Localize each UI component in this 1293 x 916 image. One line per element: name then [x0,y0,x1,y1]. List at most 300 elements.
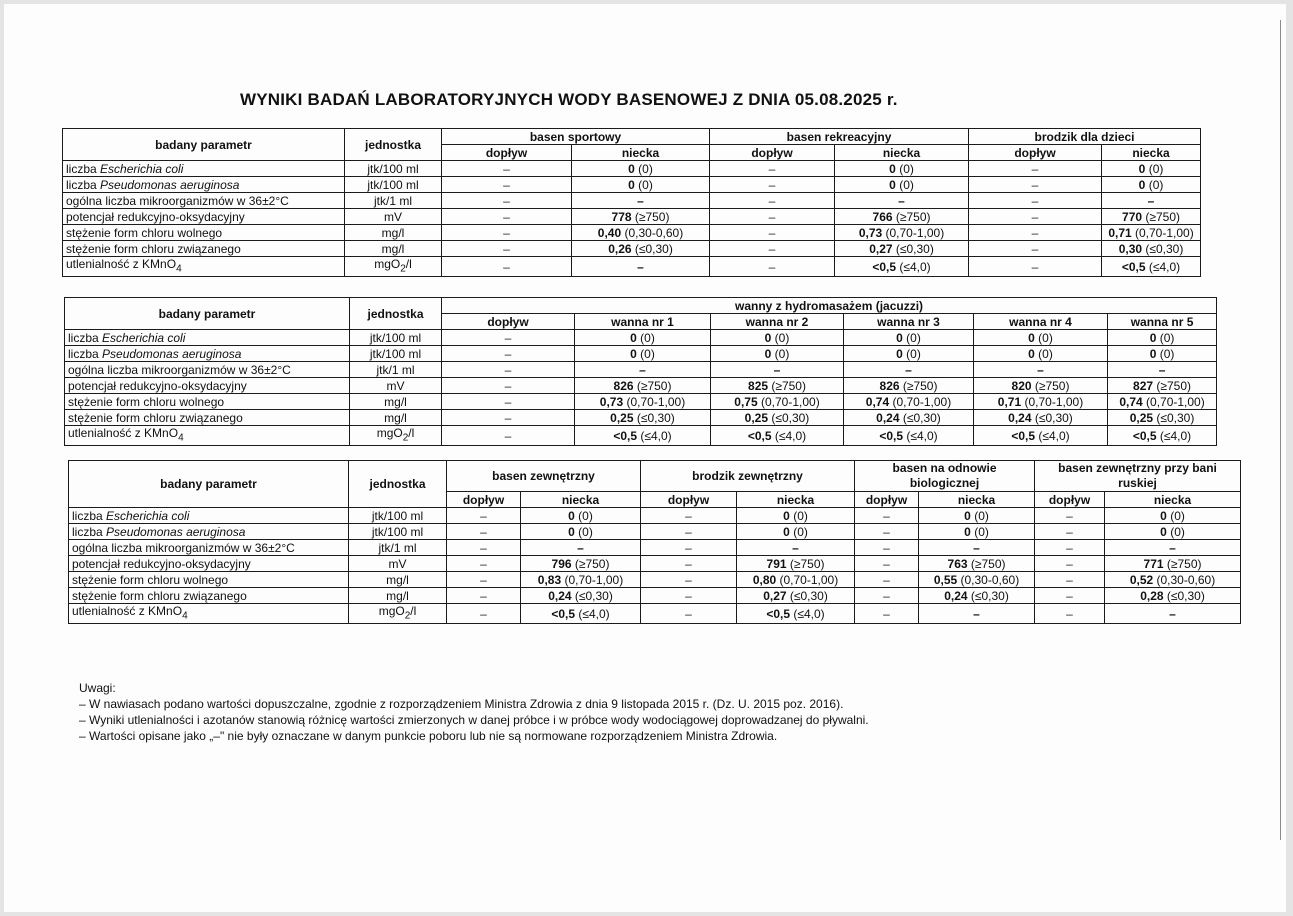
limit-value: (0) [895,161,914,176]
parameter-name [65,362,350,378]
value-cell [711,426,844,446]
value-cell [572,257,710,277]
species-name: Pseudomonas aeruginosa [100,177,240,192]
limit-value: (≥750) [1153,378,1192,393]
measured-value: <0,5 [1011,428,1036,443]
measured-value: – [905,362,912,377]
limit-value: (0) [1034,330,1053,345]
inflow-cell: – [447,572,521,588]
value-cell [1102,209,1201,225]
limit-value: (≥750) [631,209,670,224]
limit-value: (≤0,30) [1163,588,1205,603]
value-cell [521,508,641,524]
measured-value: 0,71 [997,394,1022,409]
value-cell [521,524,641,540]
results-table-outdoor [68,460,1241,624]
value-cell [572,241,710,257]
parameter-text: stężenie form chloru wolnego [68,394,225,409]
subscript: 4 [182,610,188,622]
value-cell [835,209,969,225]
parameter-text: utlenialność z KMnO [66,257,177,271]
results-table-pools [62,128,1201,277]
header-basin: niecka [1102,145,1201,161]
header-inflow: dopływ [1035,492,1105,508]
parameter-name [65,394,350,410]
measured-value: 0,24 [944,588,968,603]
parameter-name [63,161,345,177]
unit-cell [345,193,442,209]
unit-cell [350,346,442,362]
header-inflow: dopływ [969,145,1102,161]
header-basin: niecka [835,145,969,161]
measured-value: 0 [568,508,575,523]
limit-value: (0) [970,524,989,539]
limit-value: (≥750) [899,378,938,393]
limit-value: (≥750) [786,556,825,571]
header-inflow: dopływ [447,492,521,508]
inflow-cell: – [1035,604,1105,624]
header-group: basen rekreacyjny [710,129,969,145]
unit-cell [349,508,447,524]
parameter-text: stężenie form chloru wolnego [72,572,229,587]
value-cell [575,346,711,362]
value-cell [575,330,711,346]
measured-value: 0,83 [537,572,562,587]
inflow-cell: – [710,193,835,209]
value-cell [737,572,855,588]
header-tub: wanna nr 3 [844,314,974,330]
limit-value: (≥750) [892,209,931,224]
limit-value: (0,70-1,00) [776,572,839,587]
measured-value: <0,5 [879,428,904,443]
measured-value: 0,25 [1129,410,1154,425]
header-row [65,298,1217,314]
table-row [69,524,1241,540]
value-cell [711,346,844,362]
unit-cell [349,556,447,572]
limit-value: (0,70-1,00) [757,394,820,409]
unit-text: mgO [374,257,401,271]
unit-cell [345,177,442,193]
limit-value: (0) [1145,161,1164,176]
value-cell [1108,394,1217,410]
inflow-cell: – [447,556,521,572]
value-cell [1102,193,1201,209]
limit-value: (≤4,0) [771,428,807,443]
value-cell [737,604,855,624]
unit-text: jtk/100 ml [371,508,424,523]
limit-value: (0,70-1,00) [623,394,686,409]
measured-value: 771 [1143,556,1164,571]
inflow-cell: – [442,394,575,410]
parameter-name [65,410,350,426]
unit-text: jtk/100 ml [367,177,419,192]
parameter-name [63,209,345,225]
table-row [69,572,1241,588]
value-cell [572,209,710,225]
document-title: WYNIKI BADAŃ LABORATORYJNYCH WODY BASENOWEJ Z DNIA 05.08.2025 r. [240,90,898,109]
unit-text: mgO [376,426,403,440]
value-cell [974,394,1108,410]
value-cell [974,378,1108,394]
header-unit: jednostka [350,298,442,330]
value-cell [835,257,969,277]
limit-value: (≤4,0) [1156,428,1192,443]
measured-value: – [973,606,980,621]
measured-value: 0,80 [752,572,777,587]
measured-value: <0,5 [1132,428,1157,443]
measured-value: 791 [766,556,787,571]
measured-value: – [637,193,644,208]
unit-text: mV [384,209,402,224]
measured-value: 0 [896,346,903,361]
value-cell [711,378,844,394]
inflow-cell: – [442,346,575,362]
inflow-cell: – [855,588,919,604]
unit-cell [350,330,442,346]
unit-text: mV [386,378,405,393]
header-unit: jednostka [345,129,442,161]
header-group: basen zewnętrzny [447,461,641,492]
unit-cell [349,588,447,604]
limit-value: (0) [789,508,808,523]
value-cell [1108,362,1217,378]
limit-value: (≤0,30) [786,588,828,603]
inflow-cell: – [855,572,919,588]
measured-value: 0,25 [744,410,769,425]
species-name: Escherichia coli [102,330,186,345]
limit-value: (0) [574,524,593,539]
value-cell [1105,508,1241,524]
parameter-text: liczba [72,524,107,539]
limit-value: (≤0,30) [633,410,675,425]
species-name: Pseudomonas aeruginosa [106,524,246,539]
measured-value: – [792,540,799,555]
inflow-cell: – [855,604,919,624]
value-cell [575,362,711,378]
subscript: 4 [176,263,182,275]
value-cell [974,426,1108,446]
measured-value: 0 [630,330,637,345]
document-page [4,4,1286,912]
header-inflow: dopływ [855,492,919,508]
limit-value: (0) [634,177,653,192]
header-inflow: dopływ [442,314,575,330]
measured-value: 0 [889,161,896,176]
limit-value: (0,30-0,60) [957,572,1020,587]
limit-value: (0,70-1,00) [1131,225,1194,240]
measured-value: 0,27 [763,588,787,603]
header-inflow: dopływ [710,145,835,161]
value-cell [711,394,844,410]
inflow-cell: – [641,524,737,540]
limit-value: (≤0,30) [571,588,613,603]
inflow-cell: – [442,177,572,193]
inflow-cell: – [1035,508,1105,524]
value-cell [1102,177,1201,193]
limit-value: (0) [902,346,921,361]
measured-value: – [1158,362,1166,377]
header-group: wanny z hydromasażem (jacuzzi) [442,298,1217,314]
unit-text: /l [410,604,417,618]
value-cell [521,604,641,624]
unit-cell [350,394,442,410]
table-row [63,257,1201,277]
parameter-text: ogólna liczba mikroorganizmów w 36±2°C [72,540,295,555]
inflow-cell: – [855,508,919,524]
value-cell [974,362,1108,378]
parameter-text: liczba [68,346,103,361]
limit-value: (0,70-1,00) [1021,394,1084,409]
value-cell [572,193,710,209]
unit-cell [350,362,442,378]
value-cell [844,410,974,426]
limit-value: (0,70-1,00) [1142,394,1205,409]
unit-text: jtk/100 ml [369,346,422,361]
limit-value: (≥750) [571,556,610,571]
value-cell [1108,378,1217,394]
limit-value: (0) [1156,346,1175,361]
header-unit: jednostka [349,461,447,508]
value-cell [844,362,974,378]
inflow-cell: – [447,540,521,556]
value-cell [737,524,855,540]
limit-value: (≤4,0) [575,606,610,621]
header-row [63,129,1201,145]
parameter-text: liczba [66,177,101,192]
value-cell [919,540,1035,556]
inflow-cell: – [442,241,572,257]
limit-value: (0) [1166,508,1185,523]
limit-value: (0) [895,177,914,192]
unit-text: mg/l [381,225,405,240]
measured-value: – [637,259,644,274]
measured-value: 0,74 [865,394,890,409]
limit-value: (0,70-1,00) [889,394,952,409]
measured-value: <0,5 [766,606,791,621]
table-row [63,241,1201,257]
inflow-cell: – [969,209,1102,225]
measured-value: 0 [896,330,903,345]
inflow-cell: – [442,161,572,177]
header-inflow: dopływ [442,145,572,161]
measured-value: 0 [628,161,635,176]
parameter-text: liczba [72,508,107,523]
table-row [63,161,1201,177]
measured-value: – [898,193,905,208]
note-line: – Wartości opisane jako „–" nie były oznaczane w danym punkcie poboru lub nie są normowane rozporządzeniem Ministra Zdrowia. [79,729,778,743]
measured-value: 0,73 [599,394,624,409]
inflow-cell: – [855,524,919,540]
limit-value: (≤0,30) [631,241,673,256]
parameter-text: stężenie form chloru związanego [72,588,247,603]
measured-value: 0,74 [1119,394,1143,409]
measured-value: 0 [1028,346,1035,361]
limit-value: (0,70-1,00) [882,225,945,240]
unit-text: mg/l [386,572,409,587]
inflow-cell: – [969,257,1102,277]
inflow-cell: – [442,426,575,446]
measured-value: 0,40 [597,225,622,240]
value-cell [1105,588,1241,604]
inflow-cell: – [641,556,737,572]
limit-value: (≤0,30) [768,410,810,425]
measured-value: 0 [1160,508,1167,523]
limit-value: (0) [1034,346,1053,361]
measured-value: <0,5 [551,606,576,621]
header-tub: wanna nr 5 [1108,314,1217,330]
value-cell [844,426,974,446]
inflow-cell: – [969,161,1102,177]
value-cell [575,426,711,446]
inflow-cell: – [1035,588,1105,604]
measured-value: 0 [764,330,772,345]
notes-heading: Uwagi: [79,681,116,695]
value-cell [572,161,710,177]
table-row [69,588,1241,604]
notes-section [79,680,869,744]
unit-cell [349,572,447,588]
measured-value: 0 [764,346,772,361]
measured-value: 0 [964,508,971,523]
parameter-name [63,225,345,241]
parameter-text: potencjał redukcyjno-oksydacyjny [66,209,245,224]
parameter-name [69,540,349,556]
limit-value: (0) [574,508,593,523]
measured-value: 0 [630,346,637,361]
table-row [65,362,1217,378]
parameter-name [63,241,345,257]
parameter-name [69,588,349,604]
parameter-name [63,193,345,209]
table-row [65,410,1217,426]
measured-value: – [773,362,781,377]
limit-value: (0) [636,330,655,345]
inflow-cell: – [1035,572,1105,588]
species-name: Escherichia coli [100,161,184,176]
parameter-text: ogólna liczba mikroorganizmów w 36±2°C [66,193,289,208]
value-cell [737,508,855,524]
measured-value: – [639,362,646,377]
parameter-name [69,572,349,588]
measured-value: 778 [611,209,632,224]
measured-value: 0,30 [1118,241,1143,256]
unit-text: /l [408,426,415,440]
measured-value: 0 [568,524,575,539]
measured-value: 0 [1028,330,1035,345]
unit-text: jtk/1 ml [373,193,412,208]
value-cell [1105,604,1241,624]
value-cell [919,524,1035,540]
measured-value: 770 [1122,209,1143,224]
header-param: badany parametr [69,461,349,508]
limit-value: (≥750) [1163,556,1202,571]
parameter-name [69,604,349,624]
value-cell [711,362,844,378]
value-cell [835,241,969,257]
measured-value: 0 [964,524,971,539]
parameter-text: utlenialność z KMnO [68,426,179,440]
parameter-name [69,556,349,572]
limit-value: (0) [1156,330,1175,345]
measured-value: <0,5 [872,259,897,274]
value-cell [1108,426,1217,446]
header-basin: niecka [737,492,855,508]
table-row [65,330,1217,346]
measured-value: <0,5 [1121,259,1146,274]
parameter-name [65,378,350,394]
inflow-cell: – [641,540,737,556]
measured-value: 0 [783,508,790,523]
header-tub: wanna nr 1 [575,314,711,330]
unit-text: mV [388,556,407,571]
measured-value: – [1169,540,1176,555]
inflow-cell: – [442,330,575,346]
inflow-cell: – [442,209,572,225]
inflow-cell: – [969,193,1102,209]
table-row [65,394,1217,410]
limit-value: (0) [902,330,921,345]
measured-value: 827 [1133,378,1154,393]
value-cell [572,177,710,193]
measured-value: 796 [551,556,572,571]
limit-value: (≤0,30) [1031,410,1073,425]
measured-value: 820 [1011,378,1032,393]
limit-value: (≤4,0) [637,428,672,443]
results-table-jacuzzi [64,297,1217,446]
note-line: – W nawiasach podano wartości dopuszczalne, zgodnie z rozporządzeniem Ministra Zdrowia z dnia 9 listopada 2015 r. (Dz. U. 2015 poz. 2016). [79,697,844,711]
value-cell [974,346,1108,362]
inflow-cell: – [855,540,919,556]
unit-text: jtk/1 ml [378,540,417,555]
parameter-name [63,177,345,193]
inflow-cell: – [969,177,1102,193]
value-cell [1102,225,1201,241]
unit-cell [349,540,447,556]
limit-value: (0) [1166,524,1185,539]
value-cell [1105,556,1241,572]
value-cell [835,225,969,241]
measured-value: – [1147,193,1155,208]
parameter-name [65,426,350,446]
table-row [63,225,1201,241]
value-cell [974,410,1108,426]
header-basin: niecka [572,145,710,161]
inflow-cell: – [855,556,919,572]
unit-cell [345,257,442,277]
inflow-cell: – [1035,540,1105,556]
measured-value: 0,52 [1129,572,1154,587]
measured-value: 0,24 [1008,410,1032,425]
inflow-cell: – [447,508,521,524]
measured-value: <0,5 [747,428,772,443]
inflow-cell: – [447,524,521,540]
measured-value: – [1169,606,1176,621]
measured-value: – [1037,362,1044,377]
parameter-text: utlenialność z KMnO [72,604,183,618]
measured-value: 0,25 [610,410,634,425]
measured-value: 0 [1149,330,1157,345]
value-cell [835,193,969,209]
inflow-cell: – [710,257,835,277]
value-cell [1105,524,1241,540]
inflow-cell: – [442,378,575,394]
unit-text: jtk/100 ml [367,161,419,176]
measured-value: 0,24 [548,588,572,603]
inflow-cell: – [710,225,835,241]
unit-text: jtk/1 ml [376,362,415,377]
parameter-text: liczba [66,161,101,176]
